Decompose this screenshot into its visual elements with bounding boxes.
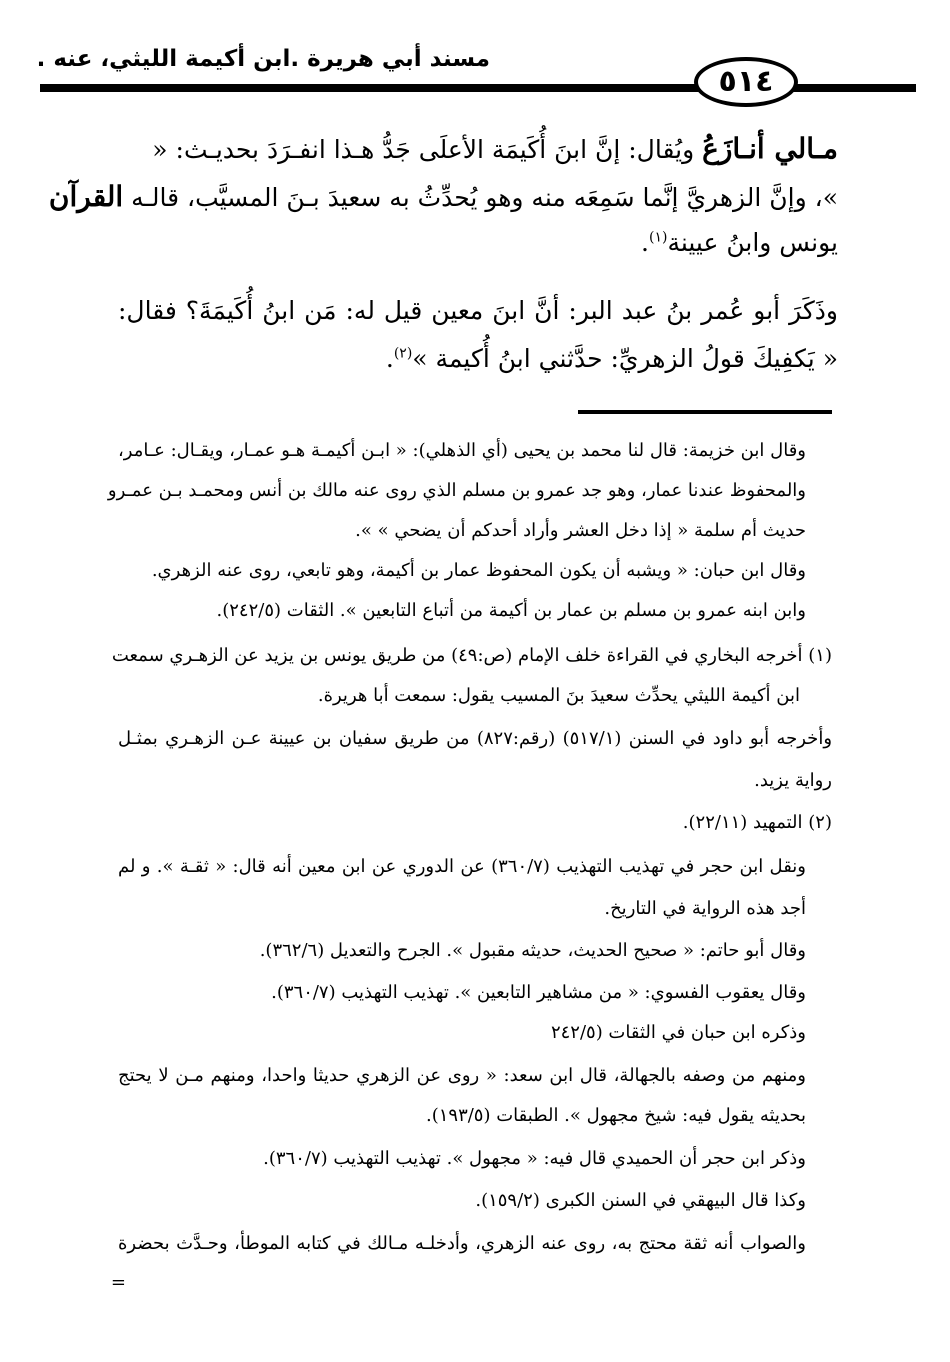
fn-line-3: حديث أم سلمة « إذا دخل العشر وأراد أحدكم أن يضحي » ». xyxy=(355,520,806,541)
fn-line-19: وكذا قال البيهقي في السنن الكبرى (١٥٩/٢). xyxy=(475,1190,806,1211)
fn-line-17: بحديثه يقول فيه: شيخ مجهول ». الطبقات (١٩٣/٥). xyxy=(425,1105,806,1126)
fn-line-7: ابن أكيمة الليثي يحدِّث سعيدَ بنَ المسيب يقول: سمعت أبا هريرة. xyxy=(317,685,800,706)
fn-line-15: وذكره ابن حبان في الثقات (٢٤٢/٥ xyxy=(550,1022,806,1043)
running-title: مسند أبي هريرة .ابن أكيمة الليثي، عنه . xyxy=(36,46,490,72)
fn-line-14: وقال يعقوب الفسوي: « من مشاهير التابعين ». تهذيب التهذيب (٣٦٠/٧). xyxy=(271,982,806,1003)
fn-line-20: والصواب أنه ثقة محتج به، روى عنه الزهري، وأدخلـه مـالك في كتابه الموطأ، وحـدَّث بحضرة xyxy=(118,1233,806,1254)
main-line-4: وذَكَرَ أبو عُمر بنُ عبد البر: أنَّ ابنَ معين قيل له: مَن ابنُ أُكَيمَةَ؟ فقال: xyxy=(118,296,838,325)
main-line-1: مـالي أنـازَعُ ويُقال: إنَّ ابنَ أُكَيمَة الأعلَى جَدُّ هـذا انفـرَدَ بحديـث: « xyxy=(152,132,838,165)
fn-line-11: ونقل ابن حجر في تهذيب التهذيب (٣٦٠/٧) عن الدوري عن ابن معين أنه قال: « ثقـة ». و لم xyxy=(118,856,806,877)
footnote-marker-1: (١) xyxy=(648,229,668,246)
hadith-phrase-end: القرآن xyxy=(48,180,124,213)
main-line-2: »، وإنَّ الزهريَّ إنَّما سَمِعَه منه وهو يُحدِّثُ به سعيدَ بـنَ المسيَّب، قالـه القرآن xyxy=(48,180,838,213)
continuation-mark: = xyxy=(110,1272,126,1293)
fn-line-4: وقال ابن حبان: « ويشبه أن يكون المحفوظ عمار بن أكيمة، وهو تابعي، روى عنه الزهري. xyxy=(151,560,806,581)
fn-line-5: وابن ابنه عمرو بن مسلم بن عمار بن أكيمة من أتباع التابعين ». الثقات (٢٤٢/٥). xyxy=(216,600,806,621)
hadith-phrase: مـالي أنـازَعُ xyxy=(702,132,838,165)
main-line-5: « يَكفِيكَ قولُ الزهريِّ: حدَّثني ابنُ أُكيمة »$^{(٢)}$. xyxy=(385,344,838,373)
page-number: ٥١٤ xyxy=(694,57,798,107)
fn-line-16: ومنهم من وصفه بالجهالة، قال ابن سعد: « روى عن الزهري حديثا واحدا، ومنهم مـن لا يحتج xyxy=(118,1065,806,1086)
fn-line-12: أجد هذه الرواية في التاريخ. xyxy=(604,898,806,919)
fn-line-6: (١) أخرجه البخاري في القراءة خلف الإمام (ص:٤٩) من طريق يونس بن يزيد عن الزهـري سمعت xyxy=(111,645,832,666)
fn-line-13: وقال أبو حاتم: « صحيح الحديث، حديثه مقبول ». الجرح والتعديل (٣٦٢/٦). xyxy=(259,940,806,961)
fn-line-18: وذكر ابن حجر أن الحميدي قال فيه: « مجهول ». تهذيب التهذيب (٣٦٠/٧). xyxy=(263,1148,806,1169)
footnote-marker-2: (٢) xyxy=(393,345,413,362)
fn-line-8: وأخرجه أبو داود في السنن (٥١٧/١) (رقم:٨٢٧) من طريق سفيان بن عيينة عـن الزهـري بمثـل xyxy=(118,728,833,749)
fn-line-10: (٢) التمهيد (٢٢/١١). xyxy=(682,812,832,833)
fn-line-2: والمحفوظ عندنا عمار، وهو جد عمرو بن مسلم الذي روى عنه مالك بن أنس ومحمـد بـن عمـرو xyxy=(107,480,806,501)
main-line-3: يونس وابنُ عيينة$^{(١)}$. xyxy=(641,228,838,257)
fn-line-1: وقال ابن خزيمة: قال لنا محمد بن يحيى (أي الذهلي): « ابـن أكيمـة هـو عمـار، ويقـال: عـامر، xyxy=(118,440,806,461)
fn-line-9: رواية يزيد. xyxy=(754,770,832,791)
footnote-separator xyxy=(578,410,832,414)
